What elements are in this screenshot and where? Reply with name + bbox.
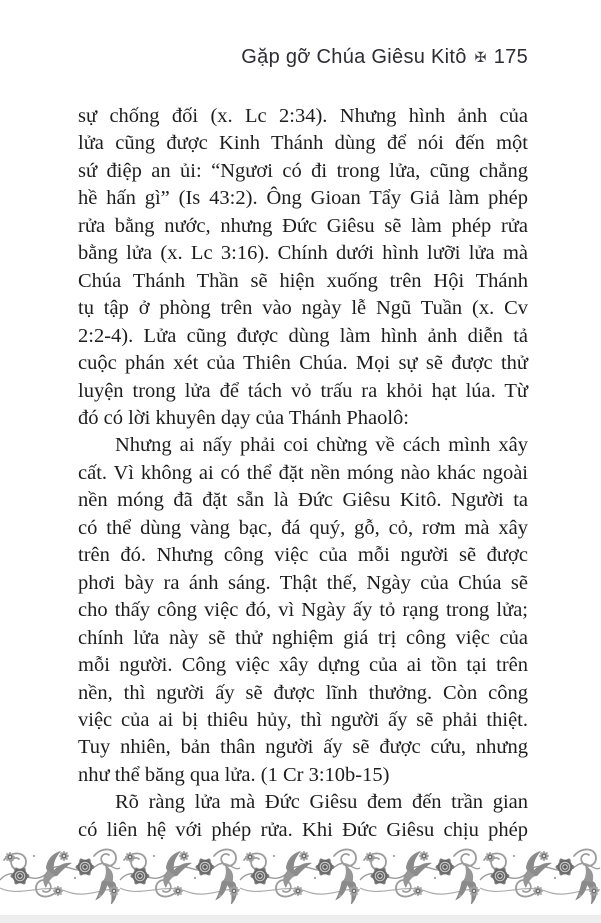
text-line: tụ tập ở phòng trên vào ngày lễ Ngũ Tuần (x. Cv — [78, 297, 528, 320]
running-header — [241, 46, 528, 69]
text-block — [78, 103, 528, 844]
text-line: phơi bày ra ánh sáng. Thật thế, Ngày của Chúa sẽ — [78, 571, 528, 594]
text-line: luyện trong lửa để tách vỏ trấu ra khỏi hạt lúa. Từ — [78, 379, 528, 402]
text-line: có liên hệ với phép rửa. Khi Đức Giêsu chịu phép — [78, 818, 528, 841]
text-line: việc của ai bị thiêu hủy, thì người ấy sẽ phải thiệt. — [78, 708, 528, 731]
page-number: 175 — [493, 46, 528, 68]
text-line: cuộc phán xét của Thiên Chúa. Mọi sự sẽ được thử — [78, 352, 528, 375]
text-line: Tuy nhiên, bản thân người ấy sẽ được cứu, nhưng — [78, 736, 528, 759]
text-line: Nhưng ai nấy phải coi chừng về cách mình xây — [115, 434, 528, 457]
floral-border-svg — [0, 846, 601, 904]
floral-border-ornament — [0, 846, 601, 904]
text-line: sự chống đối (x. Lc 2:34). Nhưng hình ảnh của — [78, 105, 528, 127]
bottom-edge-bar — [0, 915, 601, 923]
text-line: như thể băng qua lửa. (1 Cr 3:10b-15) — [78, 763, 390, 786]
text-line: Rõ ràng lửa mà Đức Giêsu đem đến trần gian — [115, 791, 528, 814]
text-line: bằng lửa (x. Lc 3:16). Chính dưới hình lưỡi lửa mà — [78, 242, 528, 265]
text-line: trên đó. Nhưng công việc của mỗi người sẽ được — [78, 544, 528, 567]
maltese-cross-icon: ✠ — [474, 50, 487, 66]
text-line: nền, thì người ấy sẽ được lĩnh thưởng. Còn công — [78, 681, 528, 704]
text-line: lửa cũng được Kinh Thánh dùng để nói đến một — [78, 132, 528, 155]
text-line: có thể dùng vàng bạc, đá quý, gỗ, cỏ, rơm mà xây — [78, 516, 528, 539]
paragraph — [78, 432, 528, 789]
text-line: Chúa Thánh Thần sẽ hiện xuống trên Hội Thánh — [78, 269, 528, 292]
text-line: chính lửa này sẽ thử nghiệm giá trị công việc của — [78, 626, 528, 649]
text-line: mỗi người. Công việc xây dựng của ai tồn tại trên — [78, 654, 528, 677]
text-line: đó có lời khuyên dạy của Thánh Phaolô: — [78, 406, 409, 429]
text-line: rửa bằng nước, nhưng Đức Giêsu sẽ làm phép rửa — [78, 214, 528, 237]
paragraph — [78, 103, 528, 432]
text-line: nền móng đã đặt sẵn là Đức Giêsu Kitô. Người ta — [78, 489, 528, 512]
text-line: cho thấy công việc đó, vì Ngày ấy tỏ rạng trong lửa; — [78, 599, 528, 622]
header-title: Gặp gỡ Chúa Giêsu Kitô — [241, 46, 467, 68]
text-line: sứ điệp an ủi: “Ngươi có đi trong lửa, cũng chẳng — [78, 159, 528, 182]
text-line: hề hấn gì” (Is 43:2). Ông Gioan Tẩy Giả làm phép — [78, 187, 528, 210]
text-line: cất. Vì không ai có thể đặt nền móng nào khác ngoài — [78, 461, 528, 484]
paragraph — [78, 789, 528, 844]
text-line: 2:2-4). Lửa cũng được dùng làm hình ảnh diễn tả — [78, 324, 528, 347]
